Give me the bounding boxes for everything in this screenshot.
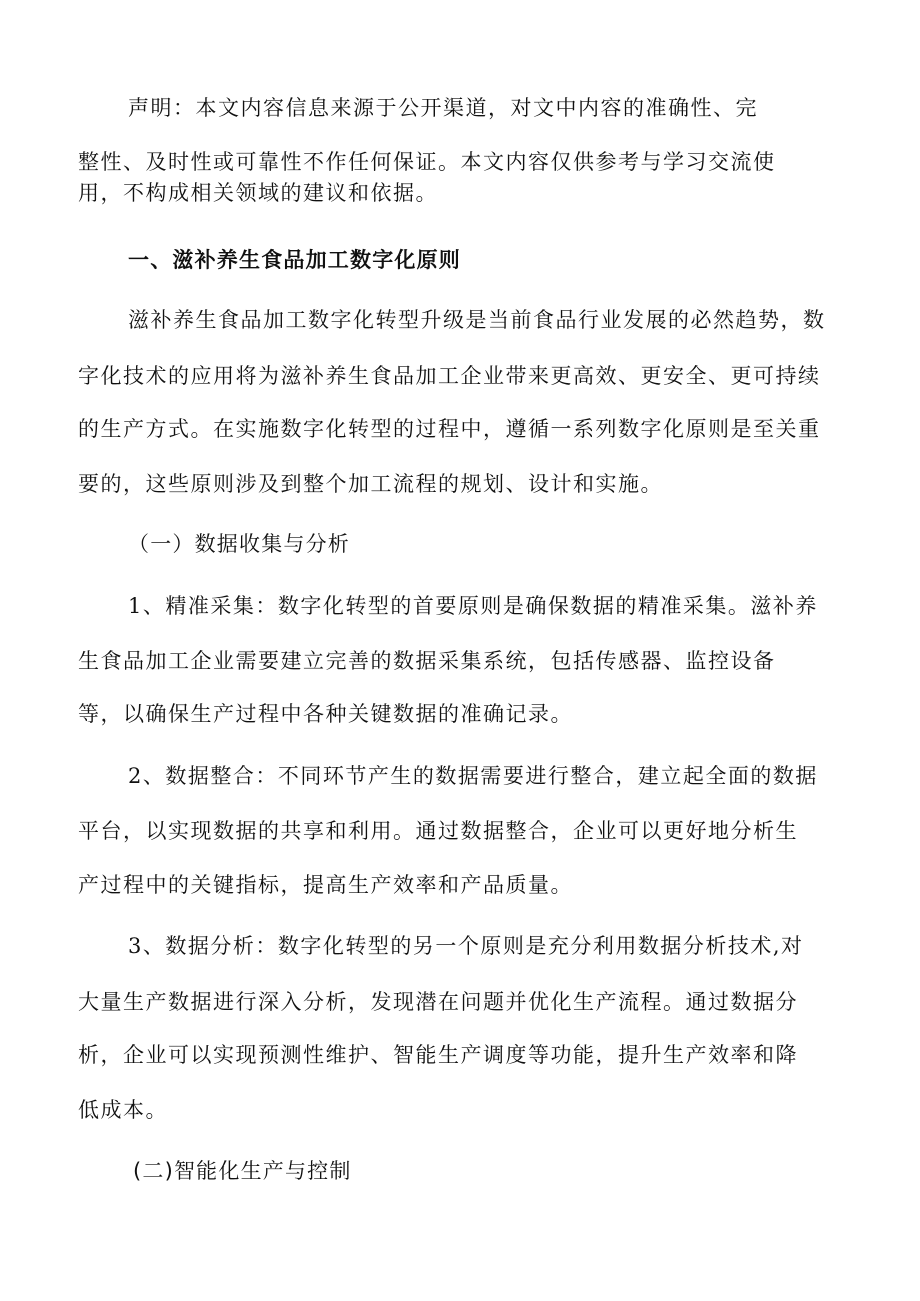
paragraph-line: 析，企业可以实现预测性维护、智能生产调度等功能，提升生产效率和降 <box>78 1043 798 1067</box>
disclaimer-line: 用，不构成相关领域的建议和依据。 <box>78 181 438 205</box>
paragraph-line: 生食品加工企业需要建立完善的数据采集系统，包括传感器、监控设备 <box>78 649 776 673</box>
paragraph-line: 2、数据整合：不同环节产生的数据需要进行整合，建立起全面的数据 <box>128 764 818 788</box>
paragraph-line: 产过程中的关键指标，提高生产效率和产品质量。 <box>78 873 573 897</box>
disclaimer-line: 声明：本文内容信息来源于公开渠道，对文中内容的准确性、完 <box>128 96 758 120</box>
paragraph-line: 字化技术的应用将为滋补养生食品加工企业带来更高效、更安全、更可持续 <box>78 364 821 388</box>
paragraph-line: 1、精准采集：数字化转型的首要原则是确保数据的精准采集。滋补养 <box>128 594 818 618</box>
section-heading: 一、滋补养生食品加工数字化原则 <box>128 248 461 272</box>
paragraph-line: 的生产方式。在实施数字化转型的过程中，遵循一系列数字化原则是至关重 <box>78 417 821 441</box>
paragraph-line: 大量生产数据进行深入分析，发现潜在问题并优化生产流程。通过数据分 <box>78 990 798 1014</box>
subsection-heading: （一）数据收集与分析 <box>128 532 350 556</box>
paragraph-line: 平台，以实现数据的共享和利用。通过数据整合，企业可以更好地分析生 <box>78 819 798 843</box>
paragraph-line: 滋补养生食品加工数字化转型升级是当前食品行业发展的必然趋势，数 <box>128 308 826 332</box>
paragraph-line: 等，以确保生产过程中各种关键数据的准确记录。 <box>78 702 573 726</box>
paragraph-line: 低成本。 <box>78 1098 168 1122</box>
paragraph-line: 3、数据分析：数字化转型的另一个原则是充分利用数据分析技术,对 <box>128 934 804 958</box>
paragraph-line: 要的，这些原则涉及到整个加工流程的规划、设计和实施。 <box>78 472 663 496</box>
disclaimer-line: 整性、及时性或可靠性不作任何保证。本文内容仅供参考与学习交流使 <box>78 150 776 174</box>
subsection-heading: (二)智能化生产与控制 <box>133 1159 352 1183</box>
